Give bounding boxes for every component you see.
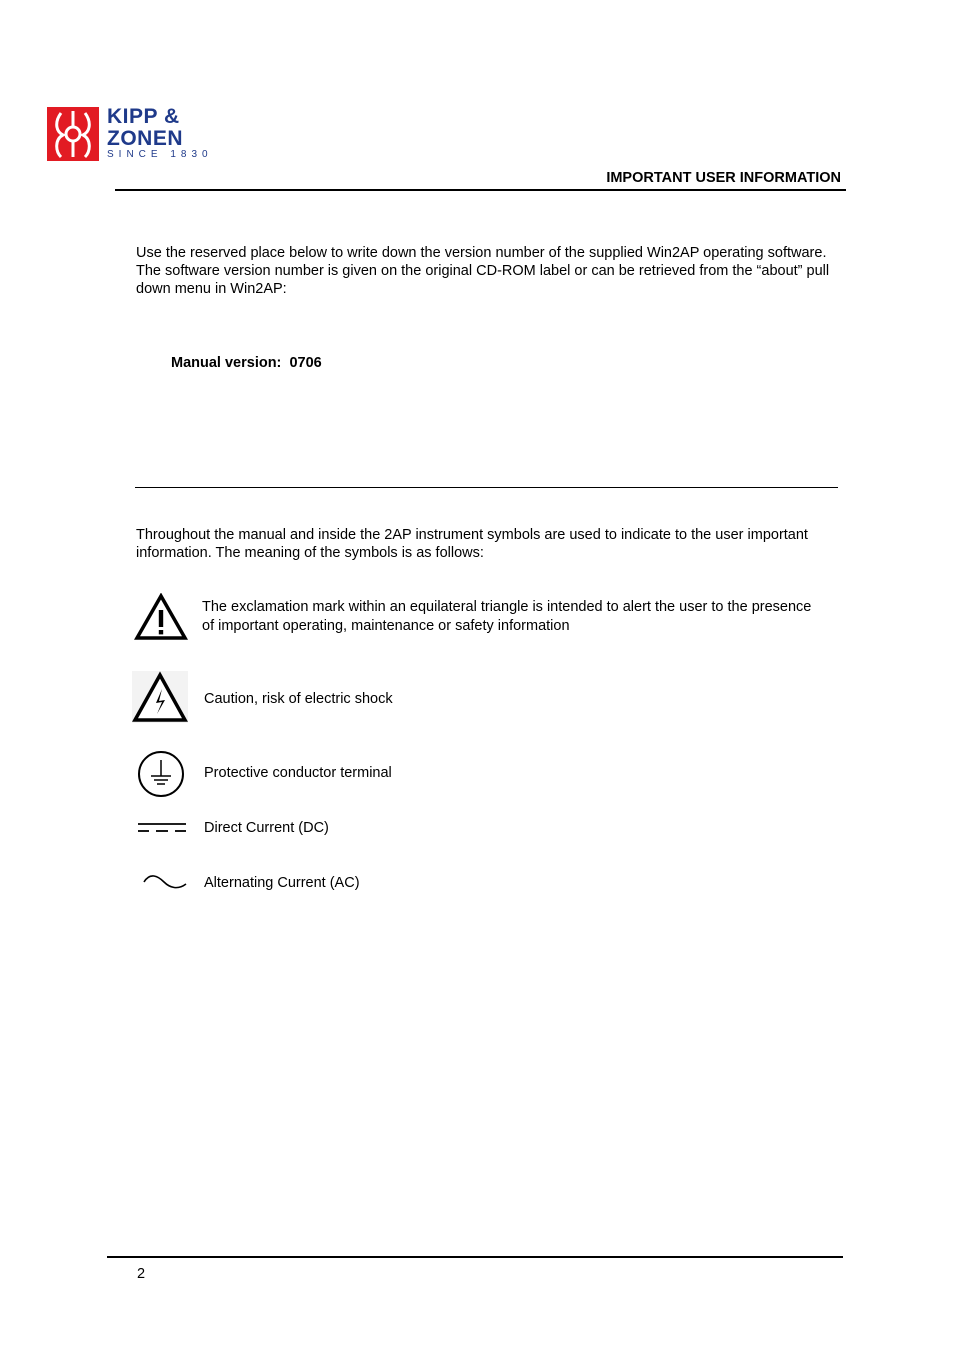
symbols-intro: Throughout the manual and inside the 2AP instrument symbols are used to indicate to the user important information. The meaning of the symbols is as follows: bbox=[136, 527, 808, 561]
brand-name-line2: ZONEN bbox=[107, 127, 183, 150]
version-instructions: Use the reserved place below to write down the version number of the supplied Win2AP operating software. The software version number is given on the original CD-ROM label or can be retrieved from the “about” pull down menu in Win2AP: bbox=[136, 245, 830, 297]
footer-rule bbox=[107, 1256, 843, 1258]
exclamation-symbol-description: The exclamation mark within an equilateral triangle is intended to alert the user to the presence of important operating, maintenance or safety information bbox=[202, 599, 812, 634]
brand-tagline: SINCE 1830 bbox=[107, 149, 213, 160]
alternating-current-icon bbox=[142, 874, 188, 890]
alternating-current-description: Alternating Current (AC) bbox=[204, 875, 360, 891]
section-divider bbox=[135, 487, 838, 488]
electric-shock-triangle-icon bbox=[132, 671, 188, 723]
exclamation-triangle-icon bbox=[134, 593, 188, 641]
manual-version: Manual version: 0706 bbox=[171, 355, 322, 371]
direct-current-icon bbox=[137, 820, 187, 836]
electric-shock-description: Caution, risk of electric shock bbox=[204, 691, 393, 707]
header-rule bbox=[115, 189, 846, 191]
protective-earth-description: Protective conductor terminal bbox=[204, 765, 392, 781]
protective-earth-icon bbox=[135, 750, 187, 798]
direct-current-description: Direct Current (DC) bbox=[204, 820, 329, 836]
kipp-zonen-logo bbox=[47, 107, 222, 163]
page-number: 2 bbox=[137, 1266, 146, 1282]
kipp-zonen-emblem-icon bbox=[47, 107, 99, 161]
brand-name-line1: KIPP & bbox=[107, 105, 180, 128]
section-title: IMPORTANT USER INFORMATION bbox=[606, 170, 841, 186]
